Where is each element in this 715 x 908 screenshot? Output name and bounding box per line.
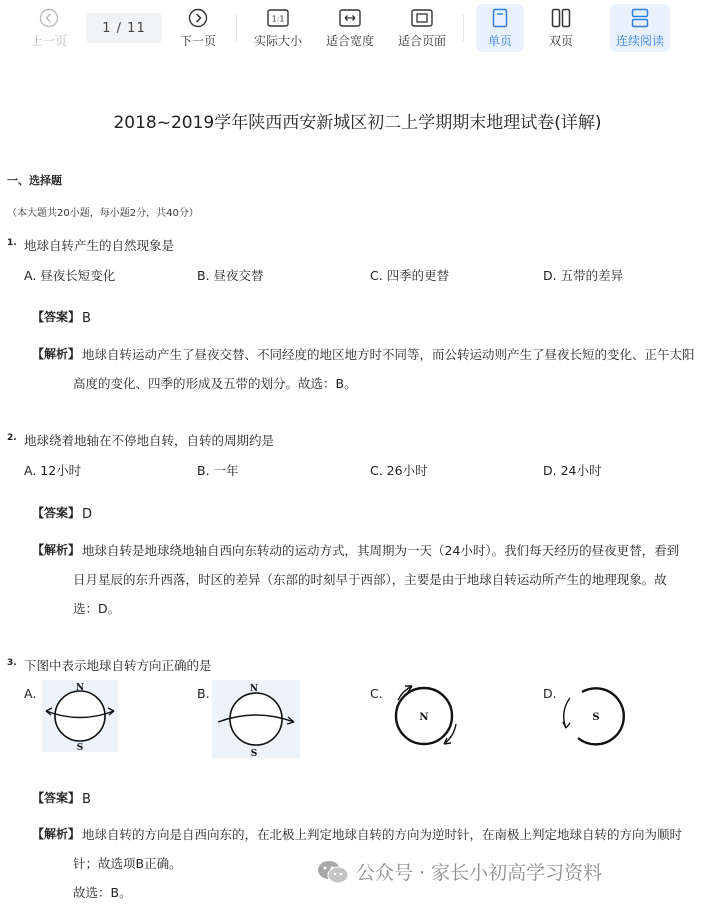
answer-label: 【答案】 [32, 791, 81, 805]
fit-page-icon [411, 6, 433, 30]
continuous-reading-button[interactable] [610, 4, 670, 52]
globe-figure-a [42, 680, 118, 752]
question-number: 1. [7, 238, 17, 248]
fit-page-label: 适合页面 [397, 34, 446, 48]
double-page-icon [551, 6, 571, 30]
answer-value: B [82, 311, 91, 326]
svg-text:S: S [76, 743, 84, 752]
single-page-button[interactable] [476, 4, 524, 52]
svg-text:N: N [75, 683, 85, 693]
continuous-reading-label: 连续阅读 [615, 34, 664, 48]
wechat-icon [316, 859, 350, 885]
answer-value: D [82, 507, 93, 522]
next-page-button[interactable] [177, 4, 219, 52]
double-page-label: 双页 [548, 34, 573, 48]
option-a: A. 昼夜长短变化 [24, 268, 116, 283]
toolbar-divider [463, 14, 464, 42]
explanation-line: 针；故选项B正确。 [73, 856, 182, 871]
option-c: C. [370, 686, 383, 701]
explanation-label: 【解析】 [32, 543, 81, 557]
svg-text:N: N [419, 712, 429, 723]
section-note: （本大题共20小题，每小题2分，共40分） [7, 208, 199, 219]
answer-value: B [82, 792, 91, 807]
option-d: D. 五带的差异 [543, 268, 624, 283]
toolbar-divider [236, 14, 237, 42]
chevron-right-circle-icon [188, 6, 208, 30]
next-page-label: 下一页 [179, 34, 216, 48]
svg-text:S: S [250, 749, 258, 758]
globe-figure-b [212, 680, 300, 758]
explanation-line: 日月星辰的东升西落，时区的差异（东部的时刻早于西部），主要是由于地球自转运动所产生的地理现象。故 [73, 572, 667, 587]
question-number: 2. [7, 433, 17, 443]
page-number-input[interactable]: 1 / 11 [86, 13, 162, 43]
answer-label: 【答案】 [32, 506, 81, 520]
option-a: A. 12小时 [24, 463, 82, 478]
question-text: 地球自转产生的自然现象是 [24, 238, 175, 253]
option-b: B. [197, 686, 210, 701]
question-text: 下图中表示地球自转方向正确的是 [24, 658, 212, 673]
explanation-line: 高度的变化、四季的形成及五带的划分。故选：B。 [73, 376, 357, 391]
question-text: 地球绕着地轴在不停地自转，自转的周期约是 [24, 433, 275, 448]
explanation-line: 地球自转的方向是自西向东的，在北极上判定地球自转的方向为逆时针，在南极上判定地球自转的方向为顺时 [82, 827, 683, 842]
explanation-line: 地球自转运动产生了昼夜交替、不同经度的地区地方时不同等，而公转运动则产生了昼夜长短的变化、正午太阳 [82, 347, 695, 362]
svg-text:S: S [592, 712, 600, 723]
explanation-text [73, 340, 695, 398]
single-page-label: 单页 [487, 34, 512, 48]
option-d: D. 24小时 [543, 463, 602, 478]
actual-size-icon [267, 6, 289, 30]
watermark [316, 858, 602, 885]
svg-text:N: N [249, 684, 259, 694]
actual-size-label: 实际大小 [253, 34, 302, 48]
svg-text:1:1: 1:1 [271, 14, 285, 24]
globe-figure-d [556, 680, 636, 752]
section-heading: 一、选择题 [7, 174, 62, 187]
single-page-icon [492, 6, 508, 30]
option-a: A. [24, 686, 37, 701]
fit-width-icon [339, 6, 361, 30]
document-title: 2018~2019学年陕西西安新城区初二上学期期末地理试卷(详解) [113, 113, 602, 133]
viewer-toolbar [0, 0, 715, 58]
option-d: D. [543, 686, 557, 701]
explanation-line: 地球自转是地球绕地轴自西向东转动的运动方式，其周期为一天（24小时）。我们每天经历的昼夜更替，看到 [82, 543, 680, 558]
option-b: B. 一年 [197, 463, 239, 478]
explanation-line: 故选：B。 [73, 885, 132, 900]
prev-page-button[interactable] [28, 4, 70, 52]
option-c: C. 26小时 [370, 463, 428, 478]
fit-width-button[interactable] [322, 4, 378, 52]
continuous-reading-icon [631, 6, 649, 30]
question-number: 3. [7, 658, 17, 668]
prev-page-label: 上一页 [30, 34, 67, 48]
explanation-label: 【解析】 [32, 347, 81, 361]
explanation-line: 选：D。 [73, 601, 121, 616]
globe-figure-c [386, 680, 466, 752]
option-c: C. 四季的更替 [370, 268, 450, 283]
actual-size-button[interactable] [250, 4, 306, 52]
explanation-text [73, 536, 679, 623]
answer-label: 【答案】 [32, 310, 81, 324]
double-page-button[interactable] [537, 4, 585, 52]
fit-width-label: 适合宽度 [325, 34, 374, 48]
fit-page-button[interactable] [394, 4, 450, 52]
watermark-text: 公众号 · 家长小初高学习资料 [356, 862, 603, 884]
chevron-left-circle-icon [39, 6, 59, 30]
option-b: B. 昼夜交替 [197, 268, 264, 283]
explanation-label: 【解析】 [32, 827, 81, 841]
